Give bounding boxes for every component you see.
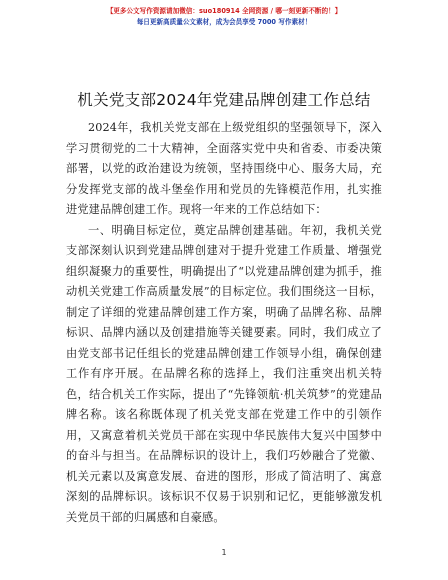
body-paragraph: 2024年，我机关党支部在上级党组织的坚强领导下，深入学习贯彻党的二十大精神，全面落实党中央和省委、市委决策部署，以党的政治建设为统领，坚持围绕中心、服务大局，充分发挥党支部的战斗堡垒作用和党员的先锋模范作用，扎实推进党建品牌创建工作。现将一年来的工作总结如下： [66,121,382,216]
body-paragraph: 一、明确目标定位，奠定品牌创建基础。年初，我机关党支部深刻认识到党建品牌创建对于提升党建工作质量、增强党组织凝聚力的重要性，明确提出了“以党建品牌创建为抓手，推动机关党建工作高质量发展”的目标定位。我们围绕这一目标，制定了详细的党建品牌创建工作方案，明确了品牌名称、品牌标识、品牌内涵以及创建措施等关键要素。同时，我们成立了由党支部书记任组长的党建品牌创建工作领导小组，确保创建工作有序开展。在品牌名称的选择上，我们注重突出机关特色，结合机关工作实际，提出了“先锋领航·机关筑梦”的党建品牌名称。该名称既体现了机关党支部在党建工作中的引领作用，又寓意着机关党员干部在实现中华民族伟大复兴中国梦中的奋斗与担当。在品牌标识的设计上，我们巧妙融合了党徽、机关元素以及寓意发展、奋进的图形，形成了简洁明了、寓意深刻的品牌标识。该标识不仅易于识别和记忆，更能够激发机关党员干部的归属感和自豪感。 [66,223,382,524]
promo-banner-line-2: 每日更新高质量公文素材，成为会员享受 7000 写作素材！ [136,18,312,26]
promo-banner [0,6,448,28]
document-title: 机关党支部2024年党建品牌创建工作总结 [77,91,371,109]
page-number: 1 [221,548,227,557]
document-body [66,118,382,528]
promo-banner-line-1: 【更多公文写作资源请加微信：suo180914 全网资源 / 哪一刻更新不断的！】 [106,7,342,15]
